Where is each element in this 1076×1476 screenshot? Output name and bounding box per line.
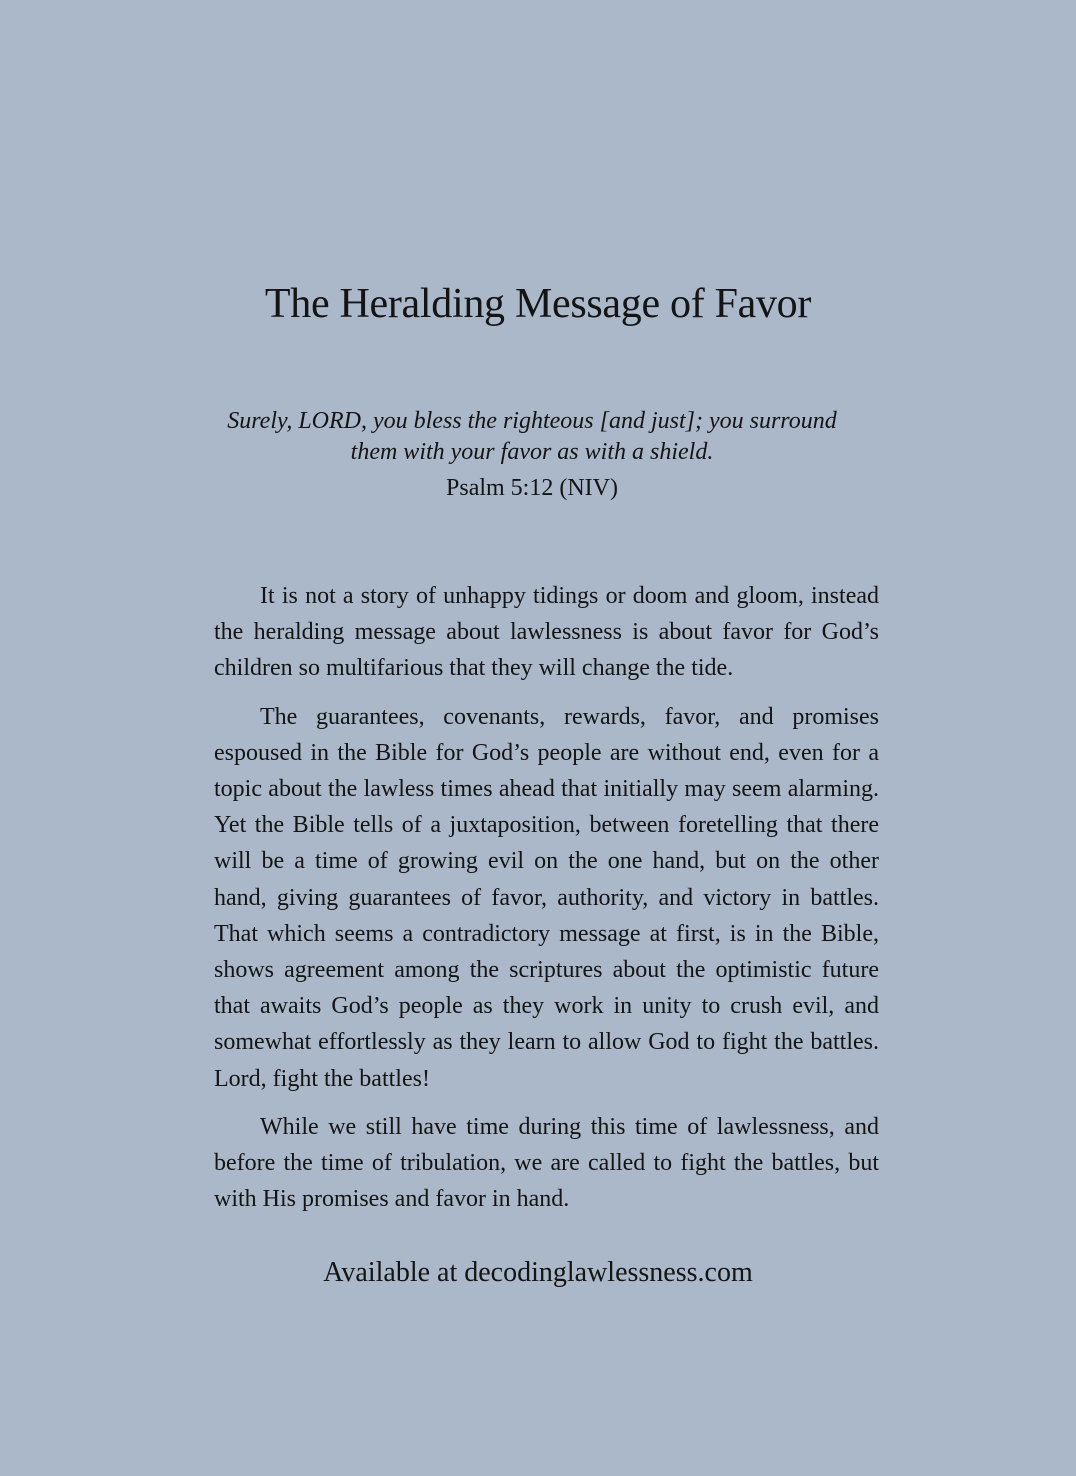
epigraph-quote: Surely, LORD, you bless the righteous [and just]; you surround them with your favor as with a shield. bbox=[227, 408, 837, 465]
epigraph-citation: Psalm 5:12 (NIV) bbox=[446, 475, 618, 501]
availability-footer: Available at decodinglawlessness.com bbox=[323, 1257, 753, 1288]
page-title: The Heralding Message of Favor bbox=[264, 281, 812, 327]
epigraph bbox=[226, 406, 838, 504]
paragraph-3: While we still have time during this time of lawlessness, and before the time of tribulation, we are called to fight the battles, but with His promises and favor in hand. bbox=[214, 1113, 879, 1213]
paragraph-1: It is not a story of unhappy tidings or doom and gloom, instead the heralding message about lawlessness is about favor for God’s children so multifarious that they will change the tide. bbox=[214, 583, 879, 682]
body-text bbox=[214, 578, 879, 1229]
paragraph-2: The guarantees, covenants, rewards, favor, and promises espoused in the Bible for God’s people are without end, even for a topic about the lawless times ahead that initially may seem alarming. Yet the Bible tells of a juxtaposition, between foretelling that there will be a time of growing evil on the one hand, but on the other hand, giving guarantees of favor, authority, and victory in battles. That which seems a contradictory message at first, is in the Bible, shows agreement among the scriptures about the optimistic future that awaits God’s people as they work in unity to crush evil, and somewhat effortlessly as they learn to allow God to fight the battles. Lord, fight the battles! bbox=[214, 703, 879, 1092]
